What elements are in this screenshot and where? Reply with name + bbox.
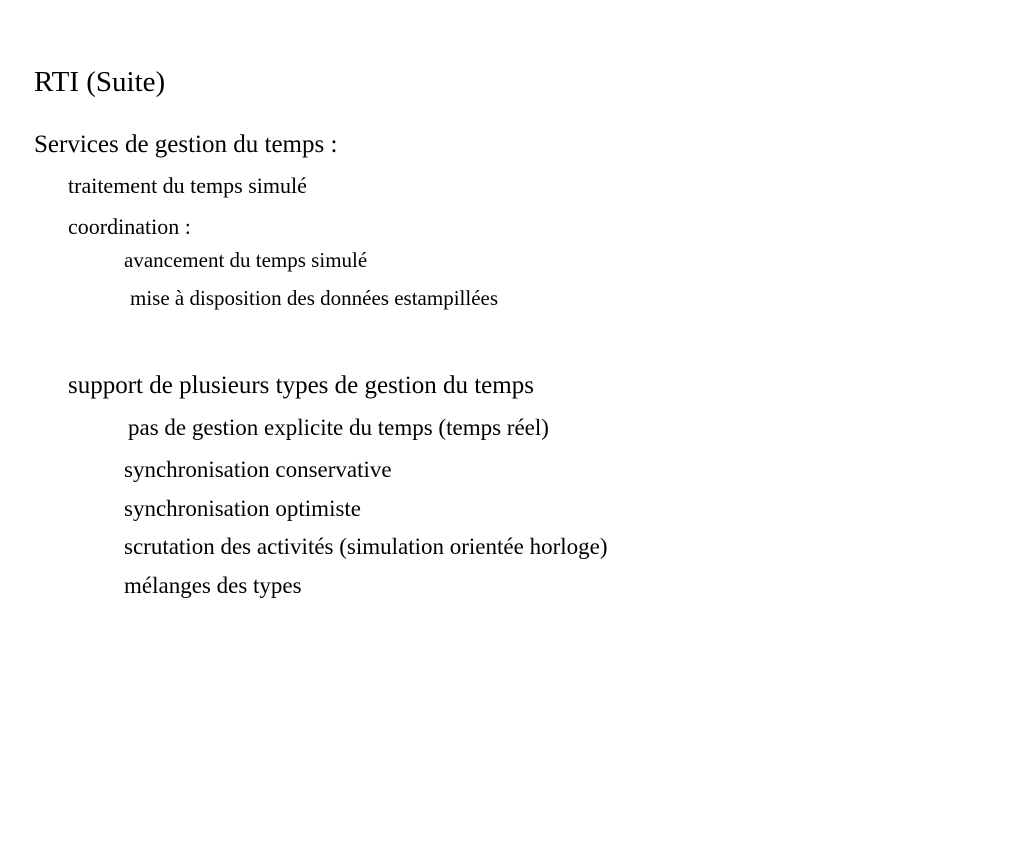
- sub-list-item: synchronisation conservative: [124, 457, 392, 482]
- slide-title: RTI (Suite): [34, 66, 166, 98]
- sub-list-item: mélanges des types: [124, 573, 302, 598]
- list-item: traitement du temps simulé: [68, 173, 307, 198]
- sub-list-item: mise à disposition des données estampillées: [130, 286, 499, 310]
- section-heading: Services de gestion du temps :: [34, 131, 338, 158]
- sub-list-item: scrutation des activités (simulation orientée horloge): [124, 534, 608, 559]
- list-item: coordination :: [68, 214, 191, 239]
- sub-list-item: synchronisation optimiste: [124, 496, 362, 521]
- sub-list-item: pas de gestion explicite du temps (temps réel): [128, 415, 549, 440]
- sub-list-item: avancement du temps simulé: [124, 248, 368, 272]
- support-heading: support de plusieurs types de gestion du temps: [68, 372, 534, 399]
